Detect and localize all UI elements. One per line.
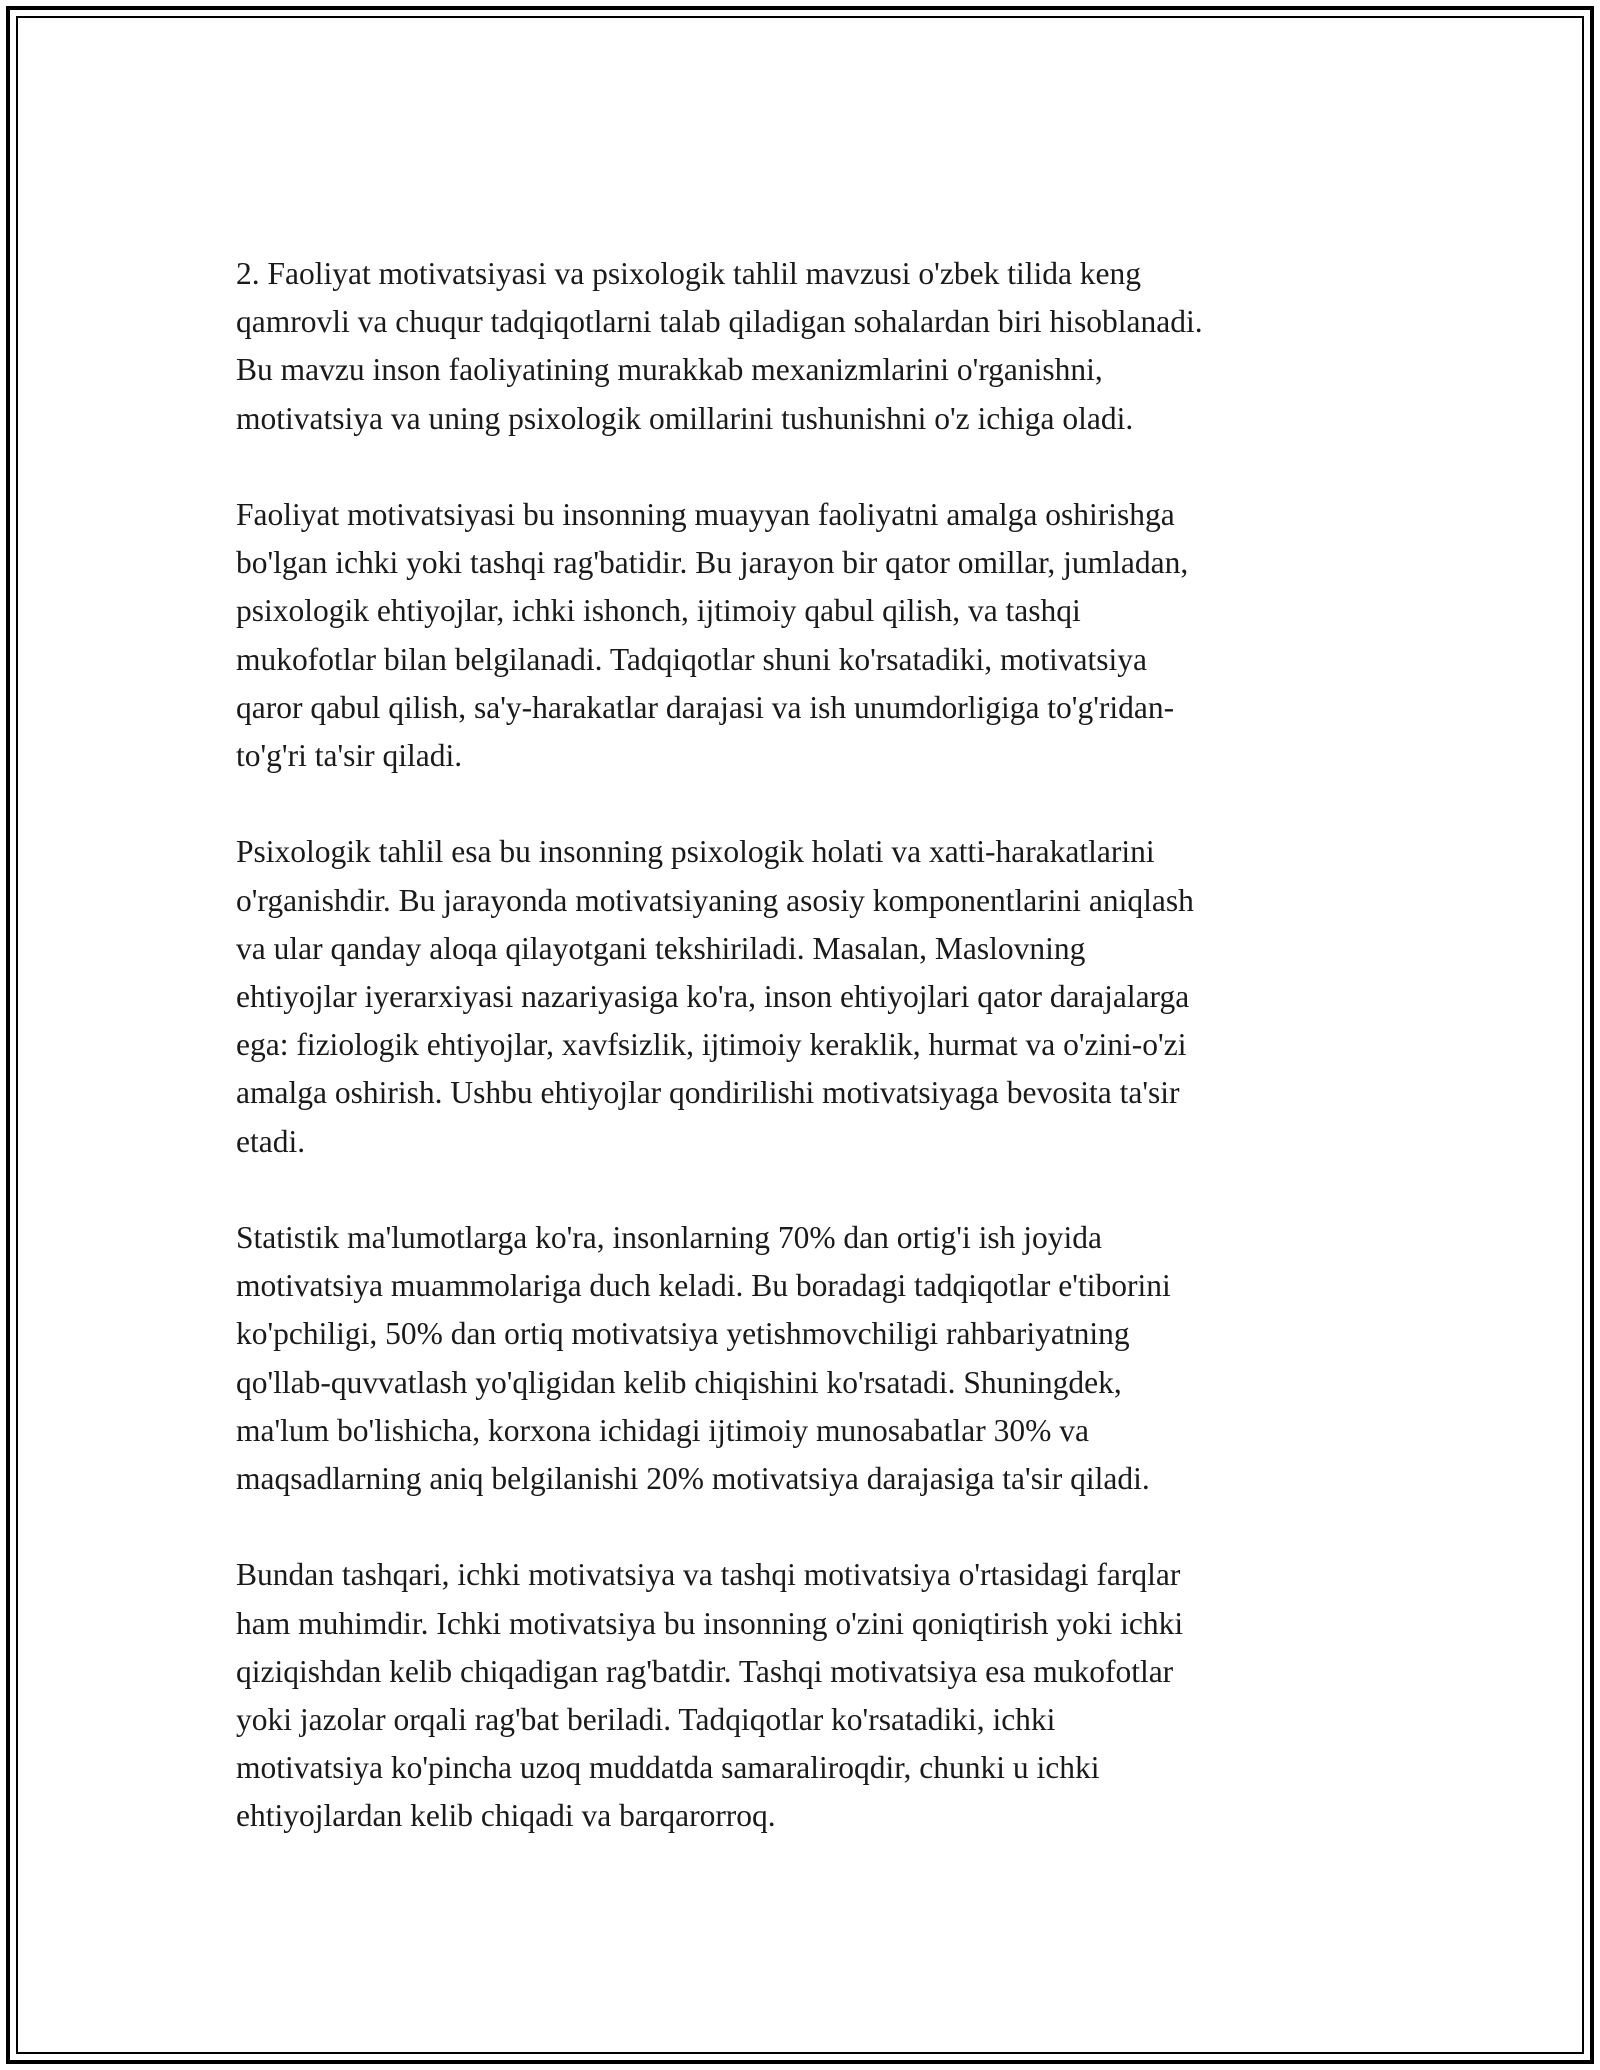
text-line: va ular qanday aloqa qilayotgani tekshiriladi. Masalan, Maslovning bbox=[236, 930, 1086, 966]
text-line: to'g'ri ta'sir qiladi. bbox=[236, 738, 463, 774]
text-line: ega: fiziologik ehtiyojlar, xavfsizlik, ijtimoiy keraklik, hurmat va o'zini-o'zi bbox=[236, 1027, 1187, 1063]
text-line: ham muhimdir. Ichki motivatsiya bu insonning o'zini qoniqtirish yoki ichki bbox=[236, 1605, 1184, 1641]
text-line: psixologik ehtiyojlar, ichki ishonch, ijtimoiy qabul qilish, va tashqi bbox=[236, 593, 1081, 629]
text-line: qo'llab-quvvatlash yo'qligidan kelib chiqishini ko'rsatadi. Shuningdek, bbox=[236, 1364, 1122, 1400]
text-line: 2. Faoliyat motivatsiyasi va psixologik tahlil mavzusi o'zbek tilida keng bbox=[236, 256, 1142, 291]
paragraph-4 bbox=[236, 1214, 1376, 1503]
text-line: mukofotlar bilan belgilanadi. Tadqiqotlar shuni ko'rsatadiki, motivatsiya bbox=[236, 641, 1147, 677]
text-line: motivatsiya muammolariga duch keladi. Bu boradagi tadqiqotlar e'tiborini bbox=[236, 1268, 1171, 1304]
text-line: o'rganishdir. Bu jarayonda motivatsiyaning asosiy komponentlarini aniqlash bbox=[236, 882, 1194, 918]
text-line: maqsadlarning aniq belgilanishi 20% motivatsiya darajasiga ta'sir qiladi. bbox=[236, 1461, 1150, 1497]
text-line: Bu mavzu inson faoliyatining murakkab mexanizmlarini o'rganishni, bbox=[236, 352, 1103, 388]
text-line: amalga oshirish. Ushbu ehtiyojlar qondirilishi motivatsiyaga bevosita ta'sir bbox=[236, 1075, 1180, 1111]
text-line: ehtiyojlardan kelib chiqadi va barqarorroq. bbox=[236, 1798, 776, 1834]
text-line: qaror qabul qilish, sa'y-harakatlar darajasi va ish unumdorligiga to'g'ridan- bbox=[236, 689, 1175, 725]
text-line: etadi. bbox=[236, 1123, 306, 1159]
text-line: yoki jazolar orqali rag'bat beriladi. Tadqiqotlar ko'rsatadiki, ichki bbox=[236, 1702, 1056, 1738]
document-body bbox=[236, 250, 1376, 1889]
text-line: ehtiyojlar iyerarxiyasi nazariyasiga ko'ra, inson ehtiyojlari qator darajalarga bbox=[236, 979, 1190, 1015]
text-line: ko'pchiligi, 50% dan ortiq motivatsiya yetishmovchiligi rahbariyatning bbox=[236, 1316, 1130, 1352]
text-line: qiziqishdan kelib chiqadigan rag'batdir. Tashqi motivatsiya esa mukofotlar bbox=[236, 1653, 1174, 1689]
text-line: Psixologik tahlil esa bu insonning psixologik holati va xatti-harakatlarini bbox=[236, 834, 1155, 870]
text-line: ma'lum bo'lishicha, korxona ichidagi ijtimoiy munosabatlar 30% va bbox=[236, 1412, 1089, 1448]
paragraph-1 bbox=[236, 250, 1376, 443]
text-line: qamrovli va chuqur tadqiqotlarni talab qiladigan sohalardan biri hisoblanadi. bbox=[236, 304, 1203, 340]
text-line: Bundan tashqari, ichki motivatsiya va tashqi motivatsiya o'rtasidagi farqlar bbox=[236, 1557, 1181, 1593]
text-line: bo'lgan ichki yoki tashqi rag'batidir. Bu jarayon bir qator omillar, jumladan, bbox=[236, 545, 1189, 581]
text-line: motivatsiya ko'pincha uzoq muddatda samaraliroqdir, chunki u ichki bbox=[236, 1750, 1100, 1786]
text-line: Faoliyat motivatsiyasi bu insonning muayyan faoliyatni amalga oshirishga bbox=[236, 497, 1175, 532]
text-line: motivatsiya va uning psixologik omillarini tushunishni o'z ichiga oladi. bbox=[236, 400, 1134, 436]
paragraph-3 bbox=[236, 828, 1376, 1165]
paragraph-5 bbox=[236, 1551, 1376, 1840]
paragraph-2 bbox=[236, 491, 1376, 780]
text-line: Statistik ma'lumotlarga ko'ra, insonlarning 70% dan ortig'i ish joyida bbox=[236, 1220, 1102, 1256]
